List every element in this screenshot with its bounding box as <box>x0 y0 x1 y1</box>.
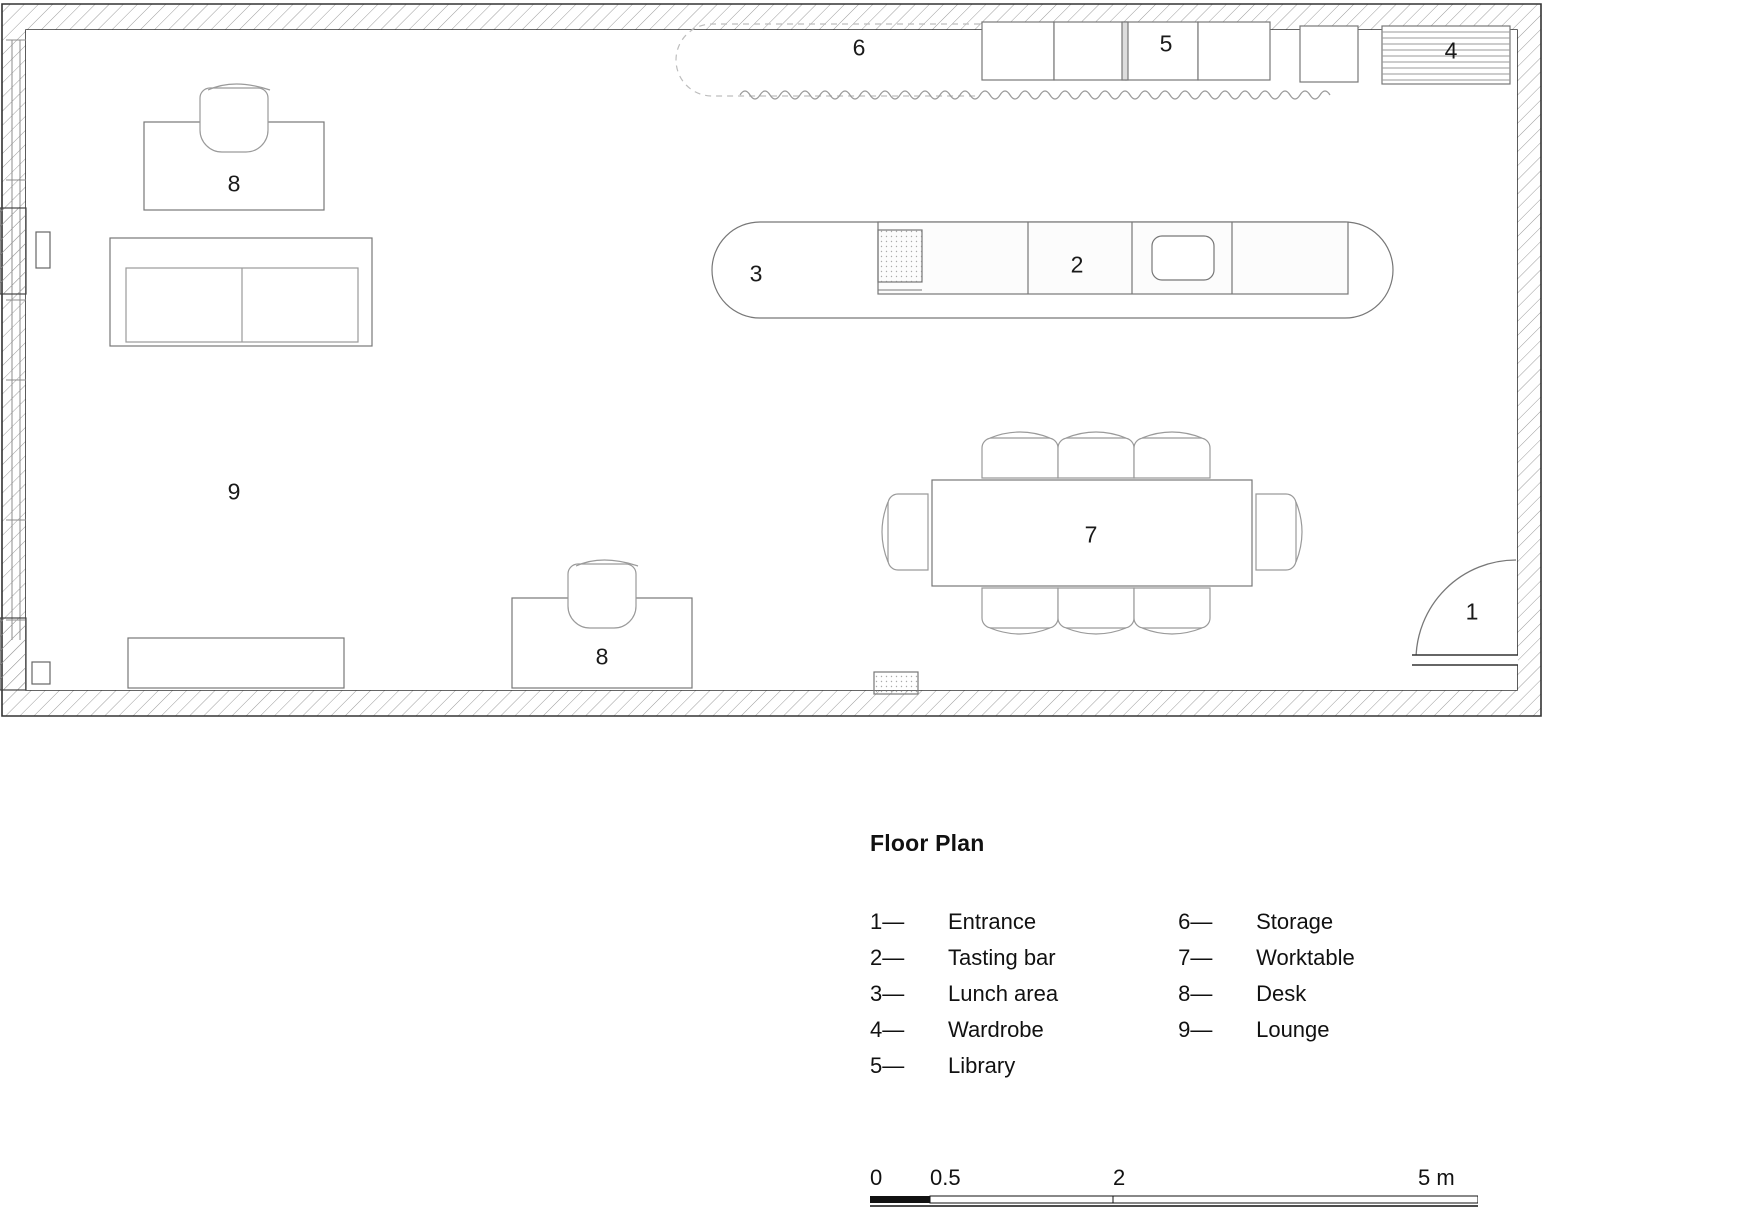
plan-label-7: 7 <box>1084 521 1098 548</box>
scale-tick: 5 m <box>1418 1165 1455 1190</box>
island-3-2 <box>712 222 1393 318</box>
scale-tick-labels <box>870 1165 1478 1191</box>
legend-item-number: 2— <box>870 945 905 970</box>
legend-item-number: 6— <box>1178 909 1213 934</box>
legend-item-label: Library <box>948 1053 1016 1078</box>
legend-item-number: 9— <box>1178 1017 1213 1042</box>
legend-item <box>1178 909 1355 945</box>
legend-item-number: 3— <box>870 981 905 1006</box>
scale-bar-graphic <box>870 1195 1478 1207</box>
plan-label-4: 4 <box>1444 37 1458 64</box>
scale-tick: 2 <box>1113 1165 1126 1190</box>
legend-item <box>1178 981 1355 1017</box>
legend-item-label: Entrance <box>948 909 1037 934</box>
legend-item-number: 1— <box>870 909 905 934</box>
legend-item-label: Storage <box>1256 909 1334 934</box>
legend-item-label: Desk <box>1256 981 1307 1006</box>
legend-item <box>870 981 1058 1017</box>
plan-label-9: 9 <box>227 478 241 505</box>
legend-item <box>870 945 1058 981</box>
plan-label-2: 2 <box>1070 251 1084 278</box>
legend-column-right <box>1178 909 1355 1089</box>
plan-label-3: 3 <box>749 260 763 287</box>
plan-label-8-bottom: 8 <box>595 643 609 670</box>
legend-item-label: Tasting bar <box>948 945 1056 970</box>
legend-item-number: 7— <box>1178 945 1213 970</box>
legend-item-label: Worktable <box>1256 945 1355 970</box>
plan-label-5: 5 <box>1159 30 1173 57</box>
legend-item <box>870 909 1058 945</box>
small-cabinet <box>1300 26 1358 82</box>
legend-item <box>870 1017 1058 1053</box>
legend-item <box>1178 945 1355 981</box>
legend-column-left <box>870 909 1058 1089</box>
legend-item-label: Lounge <box>1256 1017 1330 1042</box>
legend-item-number: 5— <box>870 1053 905 1078</box>
library-shelves-5 <box>982 22 1270 80</box>
legend-item-label: Lunch area <box>948 981 1059 1006</box>
scale-tick: 0.5 <box>930 1165 961 1190</box>
scale-tick: 0 <box>870 1165 883 1190</box>
legend-item-number: 4— <box>870 1017 905 1042</box>
legend-item-number: 8— <box>1178 981 1213 1006</box>
legend-item-label: Wardrobe <box>948 1017 1044 1042</box>
scale-bar <box>870 1165 1478 1205</box>
plan-label-8-top: 8 <box>227 170 241 197</box>
legend-columns <box>870 909 1510 1089</box>
legend <box>870 830 1510 1089</box>
plan-label-1: 1 <box>1465 598 1479 625</box>
legend-item <box>1178 1017 1355 1053</box>
plan-label-6: 6 <box>852 34 866 61</box>
legend-item <box>870 1053 1058 1089</box>
legend-title: Floor Plan <box>870 830 985 856</box>
